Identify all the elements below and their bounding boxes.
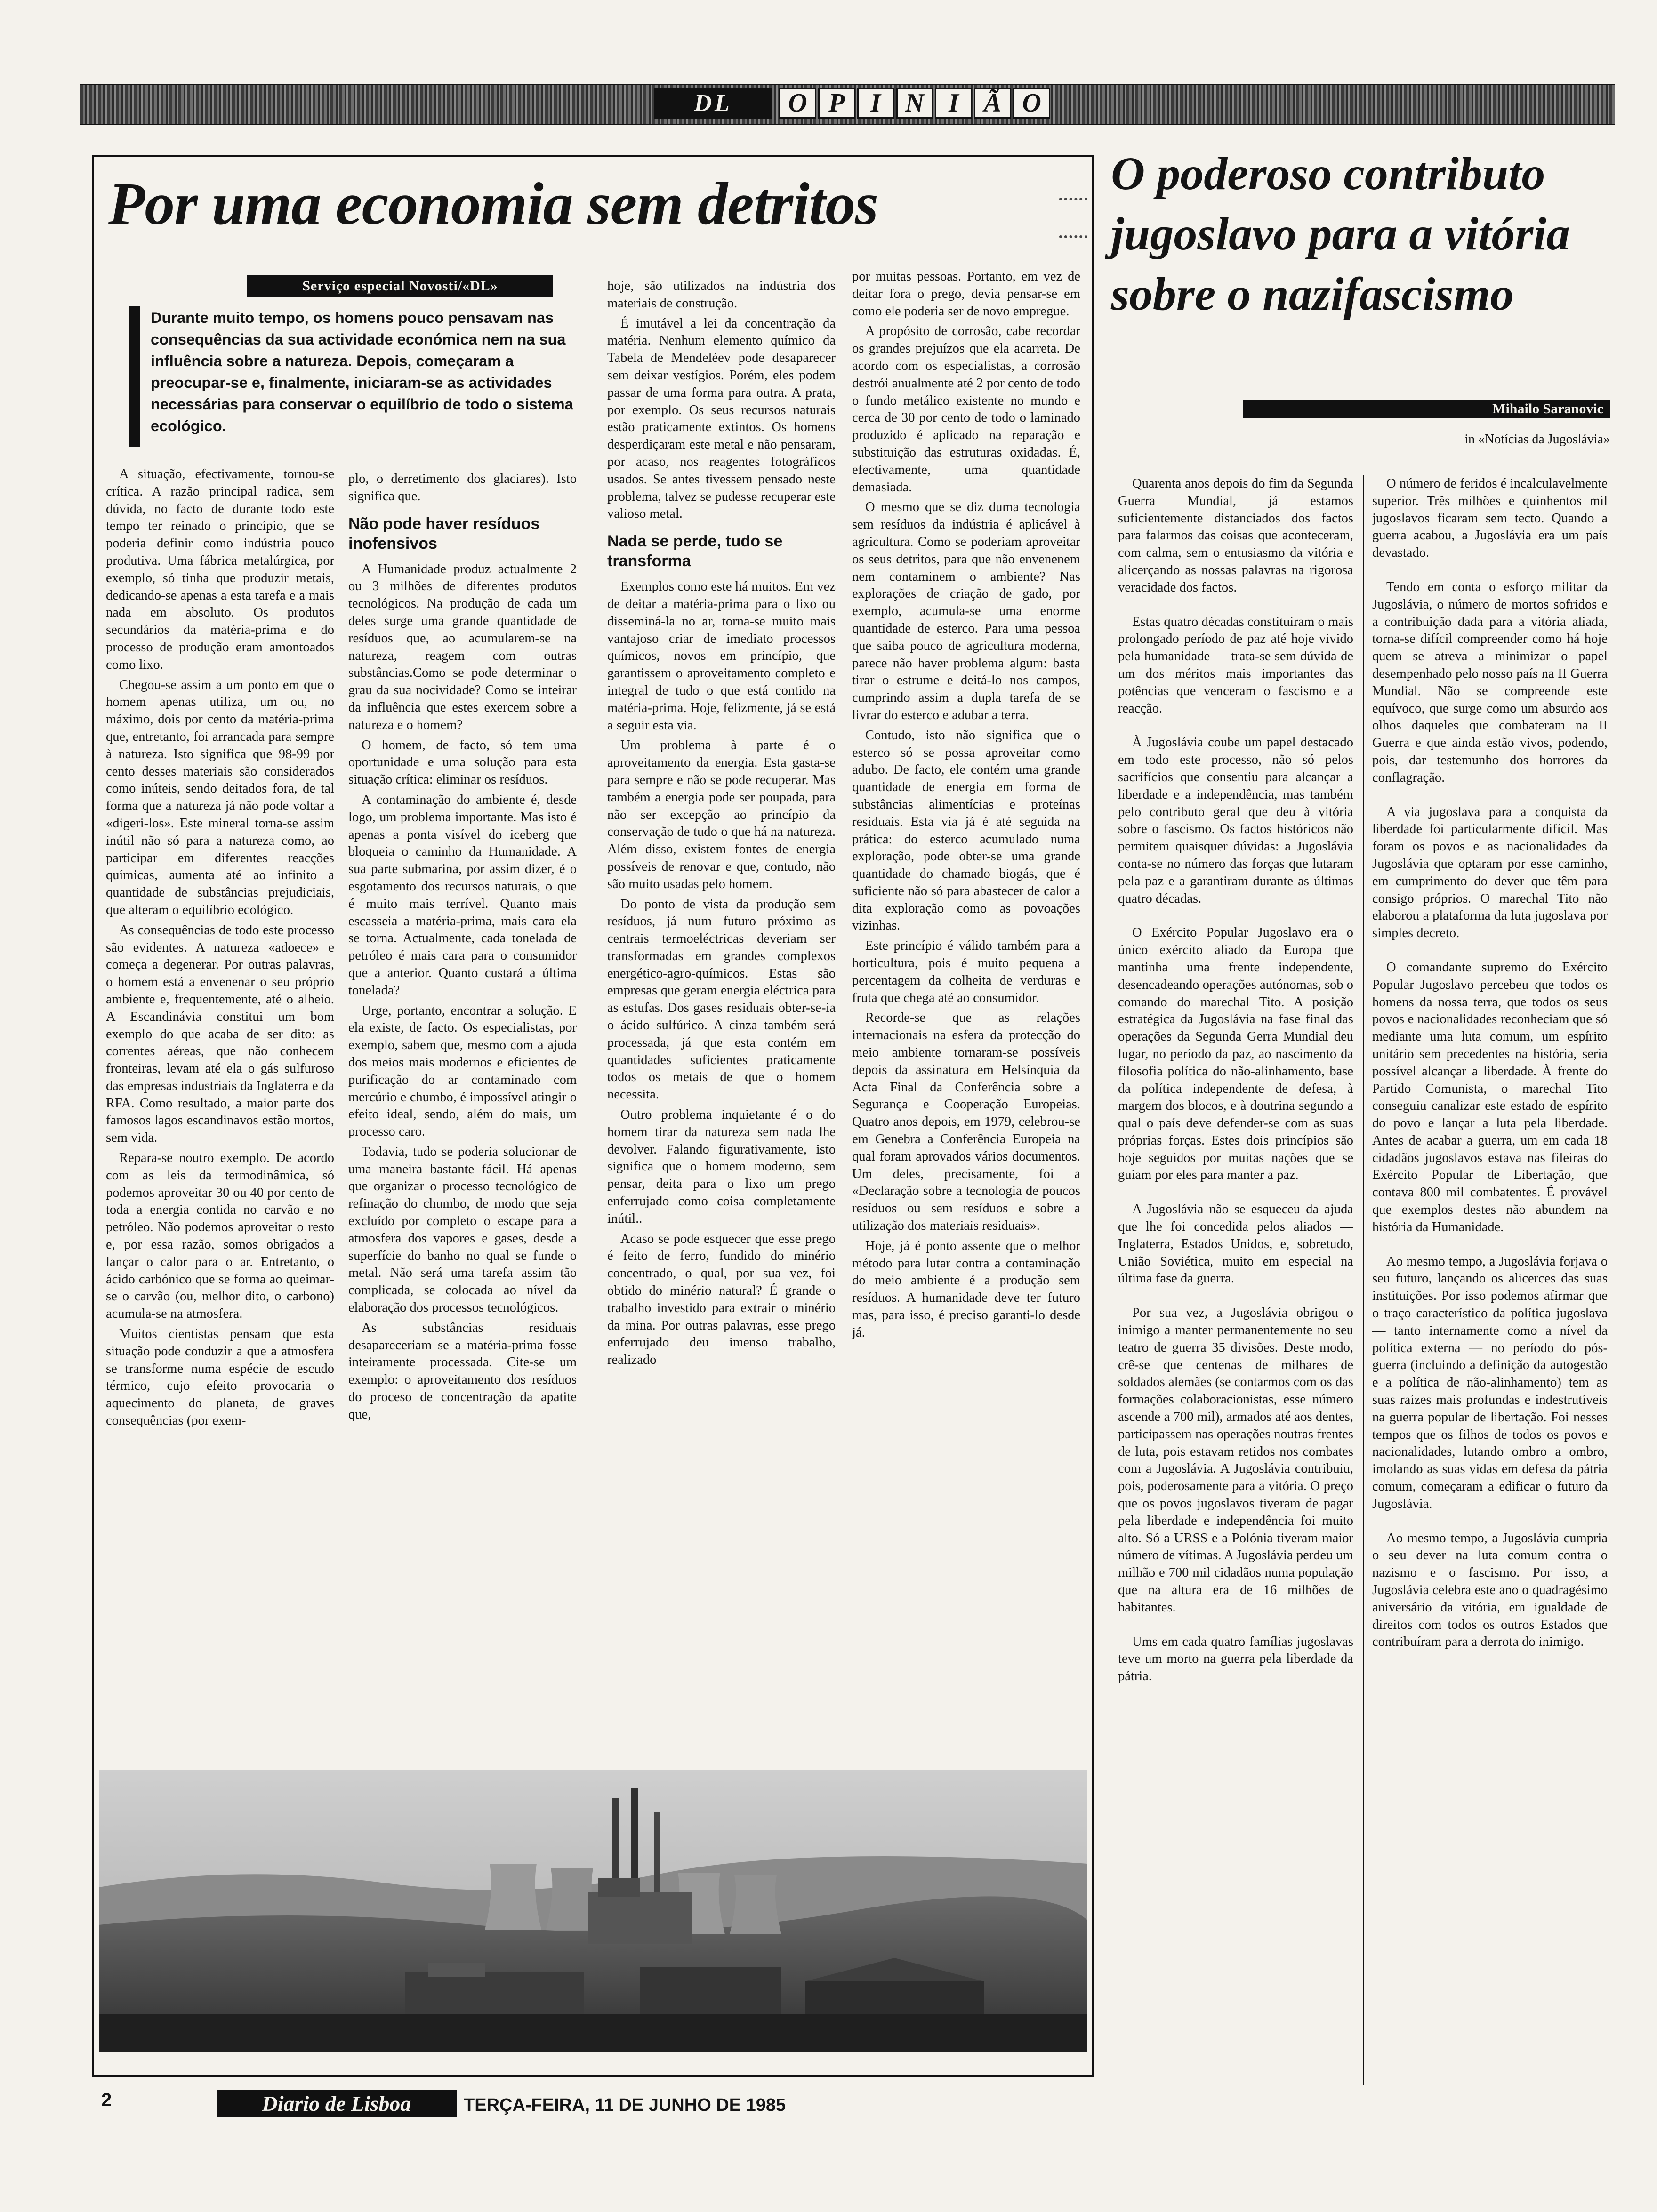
paragraph: Recorde-se que as relações internacionais na esfera da protecção do meio ambiente tornaram-se possíveis depois da assinatura em Helsínquia da Acta Final da Conferência sobre a Segurança e Cooperação Europeias. Quatro anos depois, em 1979, celebrou-se em Genebra a Conferência Europeia na qual foram aprovados vários documentos. Um deles, precisamente, foi a «Declaração sobre a tecnologia de poucos resíduos ou sem resíduos e sobre a utilização dos materiais residuais». xyxy=(852,1010,1080,1234)
column-rule xyxy=(1363,475,1364,2085)
section-letter: P xyxy=(818,88,855,119)
section-letter: I xyxy=(857,88,894,119)
paragraph: Ums em cada quatro famílias jugoslavas teve um morto na guerra pela liberdade da pátria. xyxy=(1118,1634,1353,1684)
left-column-3 xyxy=(607,278,836,1770)
left-column-2 xyxy=(348,471,577,1770)
masthead-diario-de-lisboa: Diario de Lisboa xyxy=(217,2090,457,2117)
dl-logo: DL xyxy=(654,88,772,119)
right-column-2 xyxy=(1372,475,1608,2085)
paragraph: por muitas pessoas. Portanto, em vez de deitar fora o prego, devia pensar-se em como ele poderia ser de novo empregue. xyxy=(852,269,1080,319)
paragraph: Hoje, já é ponto assente que o melhor método para lutar contra a contaminação do meio ambiente é a produção sem resíduos. A humanidade deve ter futuro mas, para isso, é preciso garanti-lo desde já. xyxy=(852,1238,1080,1340)
left-column-1 xyxy=(106,466,334,1770)
paragraph: plo, o derretimento dos glaciares). Isto significa que. xyxy=(348,472,577,504)
right-column-1 xyxy=(1118,475,1353,2085)
paragraph: As consequências de todo este processo são evidentes. A natureza «adoece» e começa a degenerar. Por outras palavras, o homem está a envenenar o seu próprio ambiente e, frequentemente, até o alheio. A Escandinávia constitui um bom exemplo do que acaba de ser dito: as correntes aéreas, que não conhecem fronteiras, levam até ela o gás sulfuroso das empresas industriais da Inglaterra e da RFA. Como resultado, a maior parte dos famosos lagos escandinavos estão mortos, sem vida. xyxy=(106,922,334,1146)
paragraph: Por sua vez, a Jugoslávia obrigou o inimigo a manter permanentemente no seu teatro de guerra 35 divisões. Deste modo, crê-se que centenas de milhares de soldados alemães (se contarmos com os das formações colaboracionistas, esse número ascende a 700 mil), armados até aos dentes, participassem nas operações noutras frentes de luta, pois estavam retidos nos combates com a Jugoslávia. A Jugoslávia contribuiu, pois, poderosamente para a vitória. O preço que os povos jugoslavos tiveram de pagar pela liberdade e independência foi muito alto. Só a URSS e a Polónia tiveram maior número de vítimas. A Jugoslávia perdeu um milhão e 700 mil cidadãos numa população que na altura era de 16 milhões de habitantes. xyxy=(1118,1306,1353,1615)
paragraph: Muitos cientistas pensam que esta situação pode conduzir a que a atmosfera se transforme numa espécie de escudo térmico, cujo efeito provocaria o aquecimento do planeta, de graves consequências (por exem- xyxy=(106,1327,334,1428)
paragraph: Acaso se pode esquecer que esse prego é feito de ferro, fundido do minério concentrado, o qual, por sua vez, foi obtido do minério natural? É grande o trabalho investido para extrair o minério da mina. Por outras palavras, esse prego enferrujado deu imenso trabalho, realizado xyxy=(607,1231,836,1368)
paragraph: A situação, efectivamente, tornou-se crítica. A razão principal radica, sem dúvida, no facto de durante todo este tempo ter reinado o princípio, que se poderia definir como indústria pouco produtiva. Uma fábrica metalúrgica, por exemplo, só tinha que produzir metais, dedicando-se apenas a esta tarefa e a mais nada em absoluto. Os produtos secundários da matéria-prima e do processo de produção eram amontoados como lixo. xyxy=(106,467,334,672)
section-letter: O xyxy=(779,88,816,119)
lead-paragraph: Durante muito tempo, os homens pouco pensavam nas consequências da sua actividade económica nem na sua influência sobre a natureza. Depois, começaram a preocupar-se e, finalmente, iniciaram-se as actividades necessárias para conservar o equilíbrio de todo o sistema ecológico. xyxy=(151,309,573,434)
source-line: in «Notícias da Jugoslávia» xyxy=(1464,432,1610,447)
dot-leader xyxy=(1059,198,1087,200)
section-letter: I xyxy=(935,88,972,119)
paragraph: Tendo em conta o esforço militar da Jugoslávia, o número de mortos sofridos e a contribuição dada para a vitória aliada, torna-se difícil compreender como há hoje quem se atreva a minimizar o papel desempenhado pelo nosso país na II Guerra Mundial. Não se compreende este equívoco, que surge como um absurdo aos olhos daqueles que combateram na II Guerra e que ainda estão vivos, podendo, pois, dar testemunho dos horrores da conflagração. xyxy=(1372,579,1608,785)
paragraph: Todavia, tudo se poderia solucionar de uma maneira bastante fácil. Há apenas que organizar o processo tecnológico de refinação do chumbo, de modo que seja excluído por completo o escape para a atmosfera dos vapores e gases, desde a superfície do banho no qual se funde o metal. Não será uma tarefa assim tão complicada, se colocada ao nível da elaboração dos processos tecnológicos. xyxy=(348,1144,577,1315)
paragraph: Do ponto de vista da produção sem resíduos, já num futuro próximo as centrais termoeléctricas deveriam ser transformadas em grandes complexos energético-agro-químicos. Estas são empresas que geram energia eléctrica para as estufas. Dos gases residuais obter-se-ia o ácido sulfúrico. A cinza também será processada, já que esta contém em quantidades suficientes praticamente todos os metais de que o homem necessita. xyxy=(607,897,836,1102)
paragraph: O Exército Popular Jugoslavo era o único exército aliado da Europa que mantinha uma frente independente, desencadeando operações autónomas, sob o comando do marechal Tito. A posição estratégica da Jugoslávia na fase final das operações da Segunda Gerra Mundial deu lugar, no período da paz, ao nascimento da filosofia política do não-alinhamento, base da política independente de defesa, à margem dos blocos, e à doutrina segundo a qual o país deve defender-se com as suas próprias forças. Estes dois princípios são hoje seguidos por muitas nações que se guiam por eles para manter a paz. xyxy=(1118,925,1353,1183)
paragraph: Exemplos como este há muitos. Em vez de deitar a matéria-prima para o lixo ou disseminá-la no ar, torna-se muito mais vantajoso criar de imediato processos químicos, novos em princípio, que garantissem o aproveitamento completo e integral de tudo o que está contido na matéria-prima. Hoje, felizmente, já se está a seguir esta via. xyxy=(607,579,836,733)
headline-right: O poderoso contributo jugoslavo para a vitória sobre o nazifascismo xyxy=(1111,147,1570,320)
dot-leader xyxy=(1059,235,1087,238)
paragraph: A via jugoslava para a conquista da liberdade foi particularmente difícil. Mas foram os povos e as nacionalidades da Jugoslávia que optaram por esse caminho, em cumprimento do dever que têm para consigo próprios. O marechal Tito não elaborou a plataforma da luta jugoslava por simples decreto. xyxy=(1372,804,1608,941)
paragraph: Repara-se noutro exemplo. De acordo com as leis da termodinâmica, só podemos aproveitar 30 ou 40 por cento de toda a energia contida no carvão e no petróleo. Não podemos aproveitar o resto e, por essa razão, somos obrigados a lançar o calor para o ar. Entretanto, o ácido carbónico que se forma ao queimar-se o carvão (ou, melhor dito, o carbono) acumula-se na atmosfera. xyxy=(106,1151,334,1322)
paragraph: Um problema à parte é o aproveitamento da energia. Esta gasta-se para sempre e não se pode recuperar. Mas também a energia pode ser poupada, para não ser excepção ao princípio da conservação de tudo o que há na natureza. Além disso, existem fontes de energia possíveis de renovar e que, contudo, não são muito usadas pelo homem. xyxy=(607,738,836,891)
left-column-4 xyxy=(852,268,1080,1770)
section-label-opiniao xyxy=(779,88,1052,119)
lead-bar xyxy=(129,306,140,447)
paragraph: Outro problema inquietante é o do homem tirar da natureza sem nada lhe devolver. Falando figurativamente, isto significa que o homem moderno, sem pensar, deita para o lixo um prego enferrujado como coisa completamente inútil.. xyxy=(607,1107,836,1226)
section-letter: O xyxy=(1013,88,1050,119)
paragraph: O homem, de facto, só tem uma oportunidade e uma solução para esta situação crítica: eliminar os resíduos. xyxy=(348,737,577,787)
paragraph: A Humanidade produz actualmente 2 ou 3 milhões de diferentes produtos tecnológicos. Na produção de cada um deles surge uma grande quantidade de resíduos que, ao acumularem-se na natureza, reagem com outras substâncias.Como se pode determinar o grau da sua nocividade? Como se inteirar da influência que estes exercem sobre a natureza e o homem? xyxy=(348,561,577,732)
paragraph: É imutável a lei da concentração da matéria. Nenhum elemento químico da Tabela de Mendeléev pode desaparecer sem deixar vestígios. Porém, eles podem passar de uma forma para outra. A prata, por exemplo. Os seus recursos naturais estão praticamente extintos. Os homens desperdiçaram este metal e não pensaram, por acaso, nos reagentes fotográficos usados. Se antes tivessem pensado neste problema, talvez se pudesse recuperar este valioso metal. xyxy=(607,316,836,521)
paragraph: À Jugoslávia coube um papel destacado em todo este processo, não só pelos sacrifícios que consentiu para alcançar a liberdade e a independência, mas também pelo contributo geral que deu à vitória sobre o fascismo. Os factos históricos não permitem quaisquer dúvidas: a Jugoslávia conta-se no número das forças que lutaram pela paz e a garantiram durante as últimas quatro décadas. xyxy=(1118,735,1353,906)
page-number: 2 xyxy=(101,2090,112,2110)
date-line: TERÇA-FEIRA, 11 DE JUNHO DE 1985 xyxy=(464,2095,786,2115)
subheading: Nada se perde, tudo se transforma xyxy=(607,532,783,570)
paragraph: A propósito de corrosão, cabe recordar os grandes prejuízos que ela acarreta. De acordo com os especialistas, a corrosão destrói anualmente até 2 por cento de todo o fundo metálico existente no mundo e cerca de 30 por cento de todo o laminado produzido é aplicado na reparação e substituição das estruturas oxidadas. É, efectivamente, uma quantidade demasiada. xyxy=(852,324,1080,495)
headline-left: Por uma economia sem detritos xyxy=(108,170,878,237)
power-plant-image xyxy=(99,1770,1087,2052)
byline-novosti: Serviço especial Novosti/«DL» xyxy=(247,275,553,297)
paragraph: O mesmo que se diz duma tecnologia sem resíduos da indústria é aplicável à agricultura. Como se poderiam aproveitar os seus detritos, para que não envenenem nem contaminem o ambiente? Nas explorações de criação de gado, por exemplo, acumula-se uma enorme quantidade de esterco. Para uma pessoa que saiba pouco de agricultura moderna, parece não haver problema algum: basta tirar o estrume e deitá-lo nos campos, cumprindo assim a dupla tarefa de se livrar do esterco e adubar a terra. xyxy=(852,500,1080,722)
paragraph: Contudo, isto não significa que o esterco só se possa aproveitar como adubo. De facto, ele contém uma grande quantidade de energia em forma de substâncias alimentícias e proteínas residuais. Esta via já é até seguida na prática: do esterco acumulado numa exploração, pode obter-se uma grande quantidade do chamado biogás, que é suficiente não só para abastecer de calor a dita exploração como as povoações vizinhas. xyxy=(852,728,1080,933)
byline-author: Mihailo Saranovic xyxy=(1243,400,1610,418)
section-letter: N xyxy=(896,88,933,119)
paragraph: A contaminação do ambiente é, desde logo, um problema importante. Mas isto é apenas a ponta visível do iceberg que bloqueia o caminho da Humanidade. A sua parte submarina, por assim dizer, é o esgotamento dos recursos naturais, o que é muito mais terrível. Quanto mais escasseia a matéria-prima, mais cara ela se torna. Actualmente, cada tonelada de petróleo é mais cara para o consumidor que a anterior. Quanto custará a última tonelada? xyxy=(348,792,577,998)
section-letter: Ã xyxy=(974,88,1011,119)
industrial-landscape-photo xyxy=(99,1770,1087,2052)
paragraph: Quarenta anos depois do fim da Segunda Guerra Mundial, já estamos suficientemente distanciados dos factos para falarmos das coisas que aconteceram, com calma, sem o entusiasmo da vitória e alicerçando as nossas palavras na rigorosa veracidade dos factos. xyxy=(1118,476,1353,595)
paragraph: O comandante supremo do Exército Popular Jugoslavo percebeu que todos os homens da nossa terra, que todos os seus povos e nacionalidades reconheciam que só mediante uma luta comum, um espírito unitário sem precedentes na história, seria possível alcançar a liberdade. À frente do Partido Comunista, o marechal Tito conseguiu canalizar este estado de espírito do povo e lançar a luta pela liberdade. Antes de acabar a guerra, um em cada 18 cidadãos jugoslavos estava nas fileiras do Exército Popular de Libertação, que contava 800 mil combatentes. É provável que exemplos destes não abundem na história da Humanidade. xyxy=(1372,960,1608,1234)
paragraph: A Jugoslávia não se esqueceu da ajuda que lhe foi concedida pelos aliados — Inglaterra, Estados Unidos, e, sobretudo, União Soviética, muito em especial na última fase da guerra. xyxy=(1118,1202,1353,1286)
paragraph: Urge, portanto, encontrar a solução. E ela existe, de facto. Os especialistas, por exemplo, sabem que, mesmo com a ajuda dos meios mais modernos e eficientes de purificação do ar contaminado com mercúrio e chumbo, é impossível atingir o efeito ideal, sendo, além do mais, um processo caro. xyxy=(348,1003,577,1139)
paragraph: Este princípio é válido também para a horticultura, pois é muito pequena a percentagem da colheita de verduras e fruta que chega até ao consumidor. xyxy=(852,938,1080,1005)
paragraph: O número de feridos é incalculavelmente superior. Três milhões e quinhentos mil jugoslavos ficaram sem tecto. Quando a guerra acabou, a Jugoslávia era um país devastado. xyxy=(1372,476,1608,561)
paragraph: As substâncias residuais desapareceriam se a matéria-prima fosse inteiramente processada. Cite-se um exemplo: o aproveitamento dos resíduos do proceso de concentração da apatite que, xyxy=(348,1320,577,1422)
paragraph: Ao mesmo tempo, a Jugoslávia cumpria o seu dever na luta comum contra o nazismo e o fascismo. Por isso, a Jugoslávia celebra este ano o quadragésimo aniversário da vitória, em igualdade de direitos com todos os outros Estados que contribuíram para a derrota do inimigo. xyxy=(1372,1531,1608,1650)
paragraph: Estas quatro décadas constituíram o mais prolongado período de paz até hoje vivido pela humanidade — trata-se sem dúvida de um dos méritos mais importantes das potências que venceram o fascismo e a reacção. xyxy=(1118,614,1353,716)
subheading: Não pode haver resíduos inofensivos xyxy=(348,514,540,553)
paragraph: Chegou-se assim a um ponto em que o homem apenas utiliza, um ou, no máximo, dois por cento da matéria-prima que, entretanto, foi arrancada para sempre à natureza. Isto significa que 98-99 por cento desses materiais são considerados como inúteis, sendo deitados fora, de tal forma que a natureza já não pode voltar a «digeri-los». Este mineral torna-se assim inútil não só para a natureza como, ao participar em diferentes reacções químicas, aumenta até ao infinito a quantidade de substâncias prejudiciais, que alteram o equilíbrio ecológico. xyxy=(106,677,334,917)
paragraph: Ao mesmo tempo, a Jugoslávia forjava o seu futuro, lançando os alicerces das suas instituições. Por isso podemos afirmar que o traço característico da política jugoslava — tanto internamente como a nível da política externa — no período do pós-guerra (incluindo a definição da autogestão e a política de não-alinhamento) tem as suas raízes mais profundas e indestrutíveis na guerra popular de libertação. Foi nesses tempos que os filhos de todos os povos e nacionalidades, lutando ombro a ombro, imolando as suas vidas em defesa da pátria comum, começaram a edificar o futuro da Jugoslávia. xyxy=(1372,1254,1608,1511)
paragraph: hoje, são utilizados na indústria dos materiais de construção. xyxy=(607,279,836,311)
